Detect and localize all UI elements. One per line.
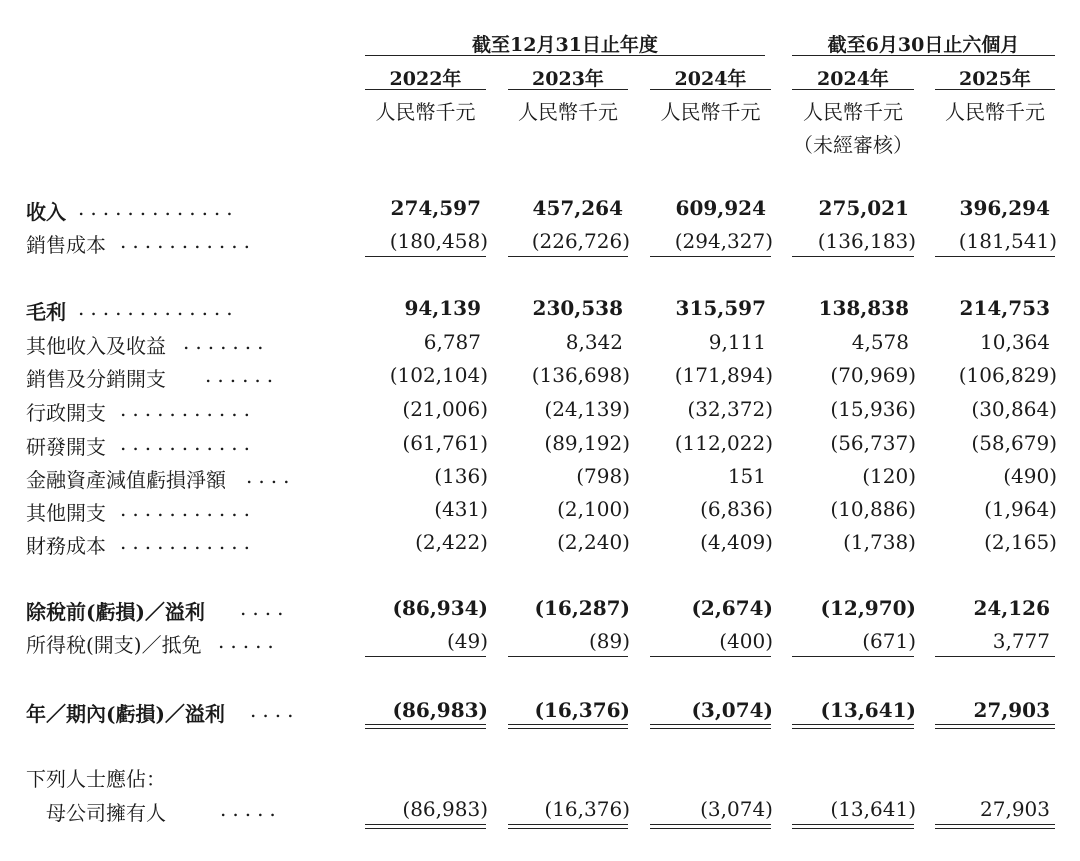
leader-dots: .... [240,596,290,620]
cell-value: (89,192) [544,431,630,455]
cell-value: (400) [719,629,773,653]
year-header: 2022年 [389,68,462,90]
cell-value: (10,886) [830,497,916,521]
leader-dots: ........... [120,530,256,554]
cell-value: (6,836) [700,497,773,521]
cell-value: 138,838 [818,296,909,320]
year-header: 2025年 [959,68,1031,90]
cell-value: (12,970) [820,596,916,620]
header-group-interim: 截至6月30日止六個月 [827,34,1020,56]
total-double-rule [365,724,486,729]
total-double-rule [650,724,771,729]
leader-dots: ........... [120,397,256,421]
cell-value: (1,964) [984,497,1057,521]
unit-label: 人民幣千元 [518,100,618,124]
cell-value: 9,111 [708,330,766,354]
cell-value: (106,829) [958,363,1057,387]
cell-value: (21,006) [402,397,488,421]
cell-value: 396,294 [959,196,1050,220]
cell-value: (2,422) [415,530,488,554]
row-label: 財務成本 [26,534,106,558]
cell-value: (798) [576,464,630,488]
cell-value: 151 [727,464,766,488]
leader-dots: ........... [120,497,256,521]
row-label: 行政開支 [26,401,106,425]
cell-value: 315,597 [675,296,766,320]
cell-value: 27,903 [973,698,1050,722]
row-label: 其他收入及收益 [26,334,166,358]
year-header: 2023年 [532,68,604,90]
cell-value: (30,864) [971,397,1057,421]
cell-value: (2,674) [691,596,773,620]
cell-value: (32,372) [687,397,773,421]
cell-value: (4,409) [700,530,773,554]
total-double-rule [792,724,914,729]
cell-value: (226,726) [531,229,630,253]
cell-value: 8,342 [565,330,623,354]
cell-value: (136) [434,464,488,488]
cell-value: (89) [588,629,630,653]
cell-value: (13,641) [820,698,916,722]
year-header-rule [508,89,628,90]
cell-value: 27,903 [980,797,1050,821]
row-label: 其他開支 [26,501,106,525]
cell-value: 24,126 [973,596,1050,620]
cell-value: 457,264 [532,196,623,220]
cell-value: 4,578 [851,330,909,354]
cell-value: (56,737) [830,431,916,455]
cell-value: (136,698) [531,363,630,387]
row-label: 銷售成本 [26,233,106,257]
subtotal-rule [508,656,628,657]
subtotal-rule [792,656,914,657]
total-double-rule [365,824,486,829]
cell-value: 230,538 [532,296,623,320]
cell-value: (61,761) [402,431,488,455]
leader-dots: ..... [218,629,280,653]
subtotal-rule [508,256,628,257]
cell-value: (671) [862,629,916,653]
leader-dots: ............. [78,296,239,320]
leader-dots: ............. [78,196,239,220]
cell-value: (70,969) [830,363,916,387]
row-label: 收入 [26,200,66,224]
cell-value: (86,983) [402,797,488,821]
cell-value: (58,679) [971,431,1057,455]
leader-dots: ........... [120,229,256,253]
cell-value: (1,738) [843,530,916,554]
year-header-rule [935,89,1055,90]
subtotal-rule [650,656,771,657]
cell-value: (180,458) [389,229,488,253]
header-group-annual-rule [365,55,765,56]
cell-value: (136,183) [817,229,916,253]
leader-dots: .... [246,464,296,488]
subtotal-rule [935,656,1055,657]
cell-value: 274,597 [390,196,481,220]
row-label: 所得稅(開支)／抵免 [26,633,202,657]
unit-label: 人民幣千元 [375,100,476,124]
cell-value: (112,022) [674,431,773,455]
subtotal-rule [650,256,771,257]
row-label: 銷售及分銷開支 [26,367,166,391]
unit-label: 人民幣千元 [803,100,903,124]
cell-value: (16,376) [534,698,630,722]
unaudited-note: （未經審核） [793,133,913,157]
cell-value: (431) [434,497,488,521]
cell-value: (16,376) [544,797,630,821]
leader-dots: ...... [205,363,280,387]
cell-value: (24,139) [544,397,630,421]
row-label: 年／期內(虧損)／溢利 [26,702,225,726]
cell-value: (3,074) [700,797,773,821]
year-header-rule [365,89,486,90]
total-double-rule [508,824,628,829]
total-double-rule [792,824,914,829]
cell-value: (490) [1003,464,1057,488]
year-header: 2024年 [817,68,889,90]
cell-value: (16,287) [534,596,630,620]
header-group-interim-rule [792,55,1055,56]
subtotal-rule [365,656,486,657]
cell-value: (3,074) [691,698,773,722]
cell-value: 3,777 [992,629,1050,653]
cell-value: 94,139 [404,296,481,320]
total-double-rule [935,724,1055,729]
cell-value: (2,165) [984,530,1057,554]
subtotal-rule [365,256,486,257]
row-label: 毛利 [26,300,66,324]
cell-value: 10,364 [980,330,1050,354]
year-header-rule [650,89,771,90]
cell-value: (181,541) [958,229,1057,253]
header-group-annual: 截至12月31日止年度 [472,34,658,56]
row-label: 母公司擁有人 [46,801,166,825]
cell-value: (120) [862,464,916,488]
row-label: 研發開支 [26,435,106,459]
leader-dots: ........... [120,431,256,455]
cell-value: 214,753 [959,296,1050,320]
cell-value: (2,100) [557,497,630,521]
row-label: 除稅前(虧損)／溢利 [26,600,205,624]
cell-value: (49) [446,629,488,653]
cell-value: (86,934) [392,596,488,620]
cell-value: (2,240) [557,530,630,554]
row-label: 下列人士應佔： [26,767,166,791]
year-header-rule [792,89,914,90]
unit-label: 人民幣千元 [660,100,761,124]
leader-dots: ..... [220,797,282,821]
row-label: 金融資產減值虧損淨額 [26,468,226,492]
cell-value: 6,787 [423,330,481,354]
cell-value: (86,983) [392,698,488,722]
total-double-rule [508,724,628,729]
cell-value: (13,641) [830,797,916,821]
cell-value: (294,327) [674,229,773,253]
cell-value: 609,924 [675,196,766,220]
subtotal-rule [935,256,1055,257]
total-double-rule [935,824,1055,829]
year-header: 2024年 [674,68,747,90]
leader-dots: ....... [183,330,270,354]
leader-dots: .... [250,698,300,722]
unit-label: 人民幣千元 [945,100,1045,124]
total-double-rule [650,824,771,829]
subtotal-rule [792,256,914,257]
cell-value: 275,021 [818,196,909,220]
cell-value: (171,894) [674,363,773,387]
cell-value: (15,936) [830,397,916,421]
cell-value: (102,104) [389,363,488,387]
